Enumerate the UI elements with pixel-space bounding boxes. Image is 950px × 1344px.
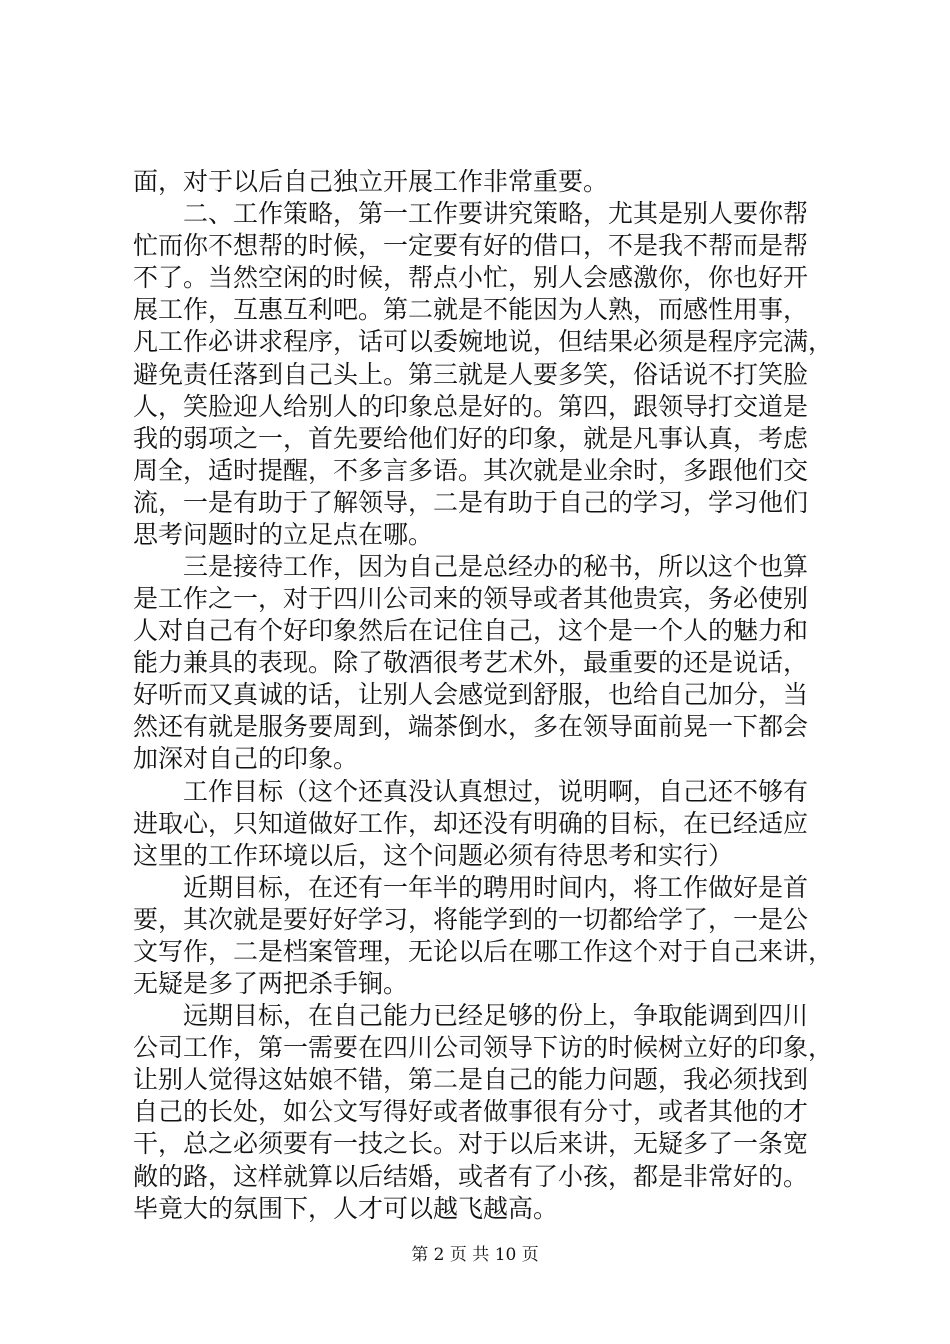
page-footer: 第 2 页 共 10 页 (411, 1245, 539, 1265)
paragraph-first-line: 工作目标（这个还真没认真想过，说明啊，自己还不够有 (183, 776, 809, 806)
text-line: 自己的长处，如公文写得好或者做事很有分寸，或者其他的才 (133, 1097, 809, 1127)
text-line: 人，笑脸迎人给别人的印象总是好的。第四，跟领导打交道是 (133, 391, 809, 421)
text-line: 凡工作必讲求程序，话可以委婉地说，但结果必须是程序完满， (133, 327, 834, 357)
text-line: 加深对自己的印象。 (133, 744, 359, 774)
text-line: 周全，适时提醒，不多言多语。其次就是业余时，多跟他们交 (133, 455, 809, 485)
text-line: 人对自己有个好印象然后在记住自己，这个是一个人的魅力和 (133, 616, 809, 646)
paragraph-first-line: 三是接待工作，因为自己是总经办的秘书，所以这个也算 (183, 552, 809, 581)
text-line: 毕竟大的氛围下，人才可以越飞越高。 (133, 1193, 559, 1223)
text-line: 好听而又真诚的话，让别人会感觉到舒服，也给自己加分，当 (133, 680, 809, 710)
text-line: 不了。当然空闲的时候，帮点小忙，别人会感激你，你也好开 (133, 263, 809, 293)
text-line: 我的弱项之一，首先要给他们好的印象，就是凡事认真，考虑 (133, 423, 809, 453)
text-line: 公司工作，第一需要在四川公司领导下访的时候树立好的印象， (133, 1033, 834, 1063)
text-line: 忙而你不想帮的时候，一定要有好的借口，不是我不帮而是帮 (133, 231, 809, 261)
text-line: 然还有就是服务要周到，端茶倒水，多在领导面前晃一下都会 (133, 712, 809, 742)
text-line: 思考问题时的立足点在哪。 (133, 519, 434, 549)
paragraph-first-line: 二、工作策略，第一工作要讲究策略，尤其是别人要你帮 (183, 199, 809, 229)
text-line: 是工作之一，对于四川公司来的领导或者其他贵宾，务必使别 (133, 584, 809, 613)
text-line: 展工作，互惠互利吧。第二就是不能因为人熟，而感性用事， (133, 295, 809, 325)
text-line: 敞的路，这样就算以后结婚，或者有了小孩，都是非常好的。 (133, 1161, 809, 1191)
text-line: 无疑是多了两把杀手锏。 (133, 969, 409, 998)
paragraph-first-line: 远期目标，在自己能力已经足够的份上，争取能调到四川 (183, 1001, 809, 1031)
text-line: 避免责任落到自己头上。第三就是人要多笑，俗话说不打笑脸 (133, 359, 809, 389)
text-line: 要，其次就是要好好学习，将能学到的一切都给学了，一是公 (133, 904, 809, 934)
text-line: 干，总之必须要有一技之长。对于以后来讲，无疑多了一条宽 (133, 1129, 809, 1159)
text-line: 文写作，二是档案管理，无论以后在哪工作这个对于自己来讲， (133, 936, 834, 966)
text-line: 这里的工作环境以后，这个问题必须有待思考和实行） (133, 840, 734, 870)
paragraph-first-line: 近期目标，在还有一年半的聘用时间内，将工作做好是首 (183, 872, 809, 902)
text-line: 进取心，只知道做好工作，却还没有明确的目标，在已经适应 (133, 808, 809, 838)
text-line: 让别人觉得这姑娘不错，第二是自己的能力问题，我必须找到 (133, 1065, 809, 1095)
text-line: 流，一是有助于了解领导，二是有助于自己的学习，学习他们 (133, 487, 809, 517)
text-line: 能力兼具的表现。除了敬酒很考艺术外，最重要的还是说话， (133, 648, 809, 678)
text-line: 面，对于以后自己独立开展工作非常重要。 (133, 167, 609, 196)
